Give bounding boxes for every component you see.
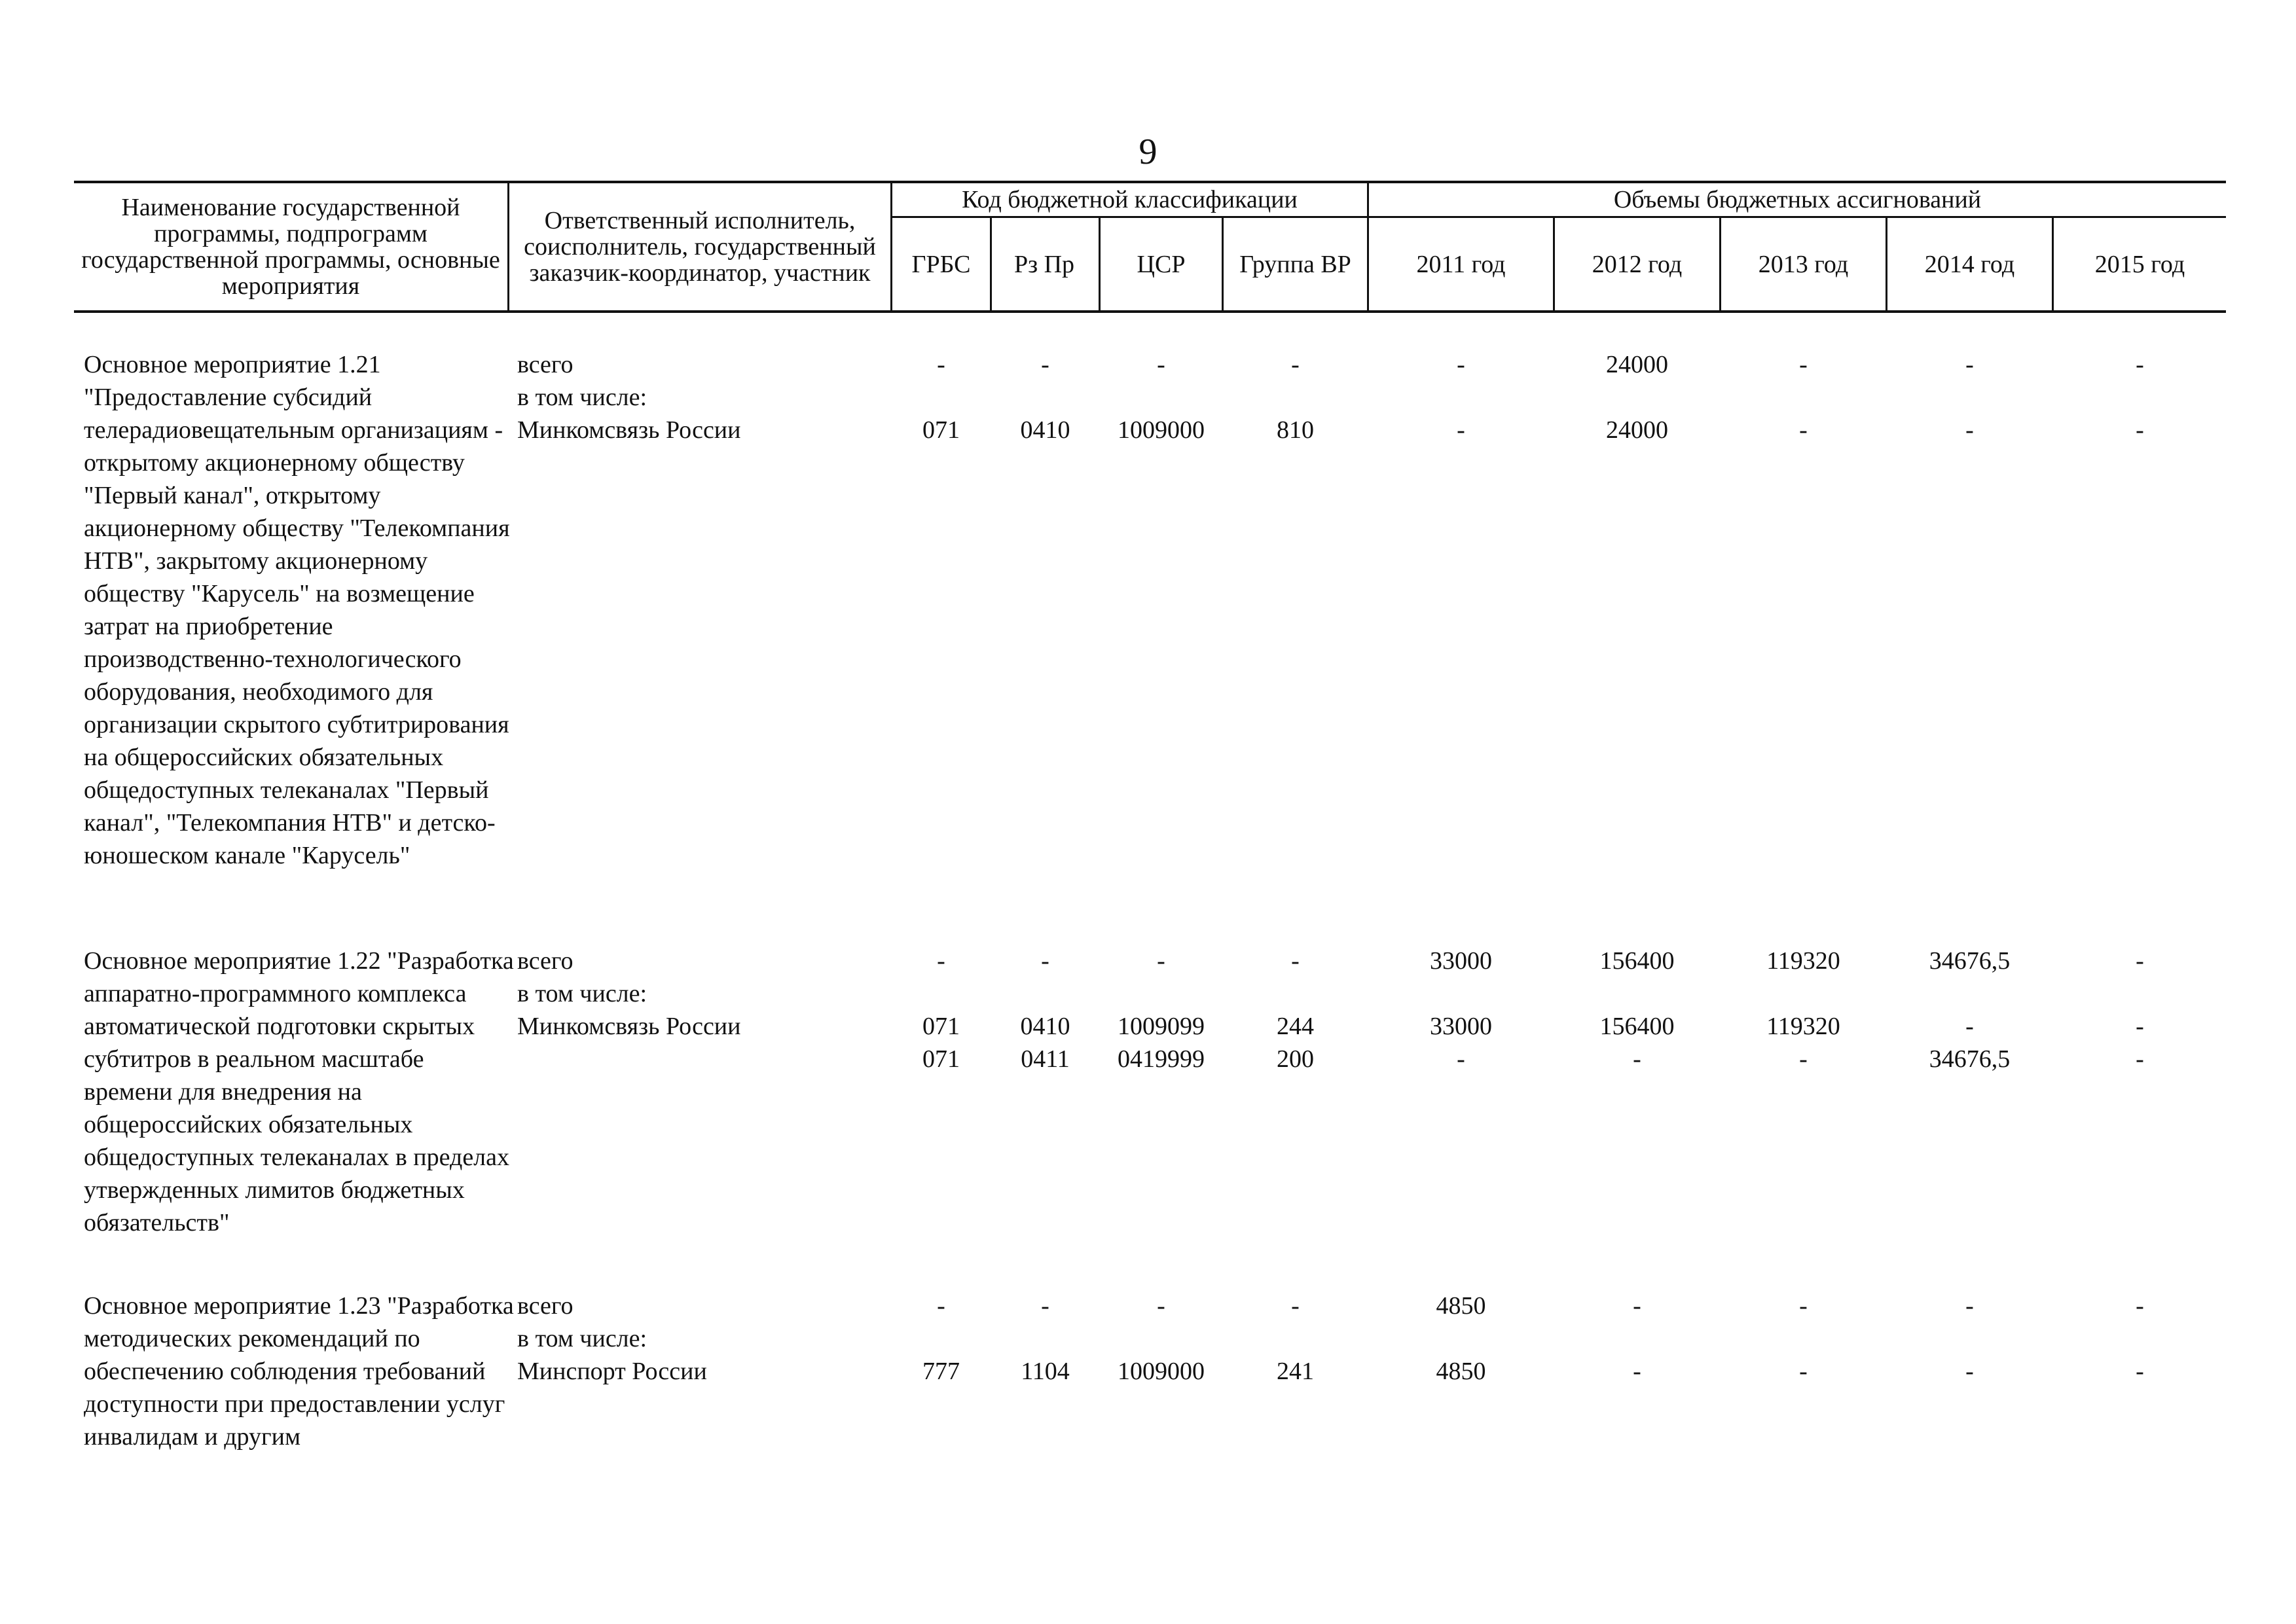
cell-csr: 1009000 bbox=[1118, 1358, 1205, 1385]
header-2011: 2011 год bbox=[1416, 250, 1506, 278]
cell-rzpr: - bbox=[1041, 351, 1049, 378]
row-resp: всего bbox=[517, 351, 574, 378]
cell-csr: - bbox=[1157, 1292, 1165, 1320]
cell-2011: 4850 bbox=[1436, 1292, 1486, 1320]
cell-vr: 241 bbox=[1277, 1358, 1314, 1385]
cell-2012: - bbox=[1633, 1292, 1641, 1320]
cell-2012: 156400 bbox=[1599, 1013, 1675, 1040]
cell-vr: 810 bbox=[1277, 416, 1314, 444]
header-group-volumes: Объемы бюджетных ассигнований bbox=[1613, 186, 1982, 213]
cell-2015: - bbox=[2136, 416, 2144, 444]
cell-2011: - bbox=[1457, 416, 1465, 444]
cell-rzpr: - bbox=[1041, 1292, 1049, 1320]
cell-2014: - bbox=[1965, 1013, 1974, 1040]
cell-csr: 0419999 bbox=[1118, 1045, 1205, 1073]
cell-grbs: 071 bbox=[922, 1045, 960, 1073]
row-resp: Минкомсвязь России bbox=[517, 416, 741, 444]
cell-2011: 4850 bbox=[1436, 1358, 1486, 1385]
header-vr: Группа ВР bbox=[1239, 250, 1351, 278]
cell-2015: - bbox=[2136, 1045, 2144, 1073]
cell-2015: - bbox=[2136, 947, 2144, 975]
cell-2014: - bbox=[1965, 351, 1974, 378]
cell-vr: - bbox=[1291, 947, 1300, 975]
cell-csr: 1009000 bbox=[1118, 416, 1205, 444]
row-resp: всего bbox=[517, 1292, 574, 1320]
cell-csr: - bbox=[1157, 351, 1165, 378]
cell-2014: 34676,5 bbox=[1929, 947, 2011, 975]
cell-2015: - bbox=[2136, 1292, 2144, 1320]
header-grbs: ГРБС bbox=[911, 250, 971, 278]
cell-rzpr: 0410 bbox=[1020, 1013, 1070, 1040]
cell-rzpr: 0411 bbox=[1021, 1045, 1070, 1073]
cell-grbs: - bbox=[937, 351, 945, 378]
cell-grbs: - bbox=[937, 947, 945, 975]
row-resp: всего bbox=[517, 947, 574, 975]
cell-2011: - bbox=[1457, 1045, 1465, 1073]
cell-2012: - bbox=[1633, 1045, 1641, 1073]
cell-2015: - bbox=[2136, 1013, 2144, 1040]
header-2014: 2014 год bbox=[1924, 250, 2015, 278]
header-rz-pr: Рз Пр bbox=[1013, 250, 1075, 278]
cell-2012: - bbox=[1633, 1358, 1641, 1385]
header-col-responsible: Ответственный исполнитель, соисполнитель, государственный заказчик-координатор, участник bbox=[524, 207, 876, 287]
cell-csr: - bbox=[1157, 947, 1165, 975]
cell-vr: 244 bbox=[1277, 1013, 1314, 1040]
cell-2013: 119320 bbox=[1766, 947, 1840, 975]
cell-vr: - bbox=[1291, 351, 1300, 378]
cell-2013: - bbox=[1799, 1358, 1808, 1385]
cell-grbs: 071 bbox=[922, 416, 960, 444]
cell-2013: - bbox=[1799, 1292, 1808, 1320]
cell-2015: - bbox=[2136, 351, 2144, 378]
cell-2012: 156400 bbox=[1599, 947, 1675, 975]
cell-2013: - bbox=[1799, 416, 1808, 444]
cell-2014: - bbox=[1965, 1358, 1974, 1385]
row-name-1-22: Основное мероприятие 1.22 "Разработка аппаратно-программного комплекса автоматической подготовки скрытых субтитров в реальном масштабе времени для внедрения на общероссийских обязательных общедоступных телеканалах в пределах утвержденных лимитов бюджетных обязательств" bbox=[84, 947, 514, 1236]
cell-rzpr: 1104 bbox=[1021, 1358, 1070, 1385]
cell-grbs: 777 bbox=[922, 1358, 960, 1385]
cell-2014: - bbox=[1965, 416, 1974, 444]
header-divider bbox=[990, 216, 992, 313]
cell-rzpr: - bbox=[1041, 947, 1049, 975]
cell-grbs: 071 bbox=[922, 1013, 960, 1040]
cell-2011: - bbox=[1457, 351, 1465, 378]
cell-2014: 34676,5 bbox=[1929, 1045, 2011, 1073]
cell-2013: - bbox=[1799, 351, 1808, 378]
header-csr: ЦСР bbox=[1137, 250, 1186, 278]
header-group-code: Код бюджетной классификации bbox=[962, 186, 1298, 213]
row-resp: в том числе: bbox=[517, 980, 647, 1007]
cell-vr: - bbox=[1291, 1292, 1300, 1320]
cell-2011: 33000 bbox=[1430, 1013, 1492, 1040]
cell-2011: 33000 bbox=[1430, 947, 1492, 975]
cell-2013: 119320 bbox=[1766, 1013, 1840, 1040]
row-resp: в том числе: bbox=[517, 384, 647, 411]
header-2012: 2012 год bbox=[1592, 250, 1683, 278]
row-name-1-23: Основное мероприятие 1.23 "Разработка методических рекомендаций по обеспечению соблюдения требований доступности при предоставлении услуг инвалидам и другим bbox=[84, 1292, 514, 1451]
row-resp: Минспорт России bbox=[517, 1358, 707, 1385]
cell-grbs: - bbox=[937, 1292, 945, 1320]
cell-csr: 1009099 bbox=[1118, 1013, 1205, 1040]
header-2015: 2015 год bbox=[2094, 250, 2185, 278]
row-resp: Минкомсвязь России bbox=[517, 1013, 741, 1040]
cell-2014: - bbox=[1965, 1292, 1974, 1320]
cell-2012: 24000 bbox=[1606, 351, 1668, 378]
header-col-name: Наименование государственной программы, подпрограмм государственной программы, основные мероприятия bbox=[81, 194, 500, 300]
page-number: 9 bbox=[1139, 132, 1157, 172]
header-2013: 2013 год bbox=[1758, 250, 1849, 278]
cell-2012: 24000 bbox=[1606, 416, 1668, 444]
row-name-1-21: Основное мероприятие 1.21 "Предоставление субсидий телерадиовещательным организациям - открытому акционерному обществу "Первый канал", открытому акционерному обществу "Телекомпания НТВ", закрытому акционерному обществу "Карусель" на возмещение затрат на приобретение производственно-технологического оборудования, необходимого для организации скрытого субтитрирования на общероссийских обязательных общедоступных телеканалах "Первый канал", "Телекомпания НТВ" и детско-юношеском канале "Карусель" bbox=[84, 351, 510, 869]
cell-rzpr: 0410 bbox=[1020, 416, 1070, 444]
cell-2015: - bbox=[2136, 1358, 2144, 1385]
header-bottom-rule bbox=[74, 310, 2226, 313]
cell-vr: 200 bbox=[1277, 1045, 1314, 1073]
cell-2013: - bbox=[1799, 1045, 1808, 1073]
row-resp: в том числе: bbox=[517, 1325, 647, 1352]
